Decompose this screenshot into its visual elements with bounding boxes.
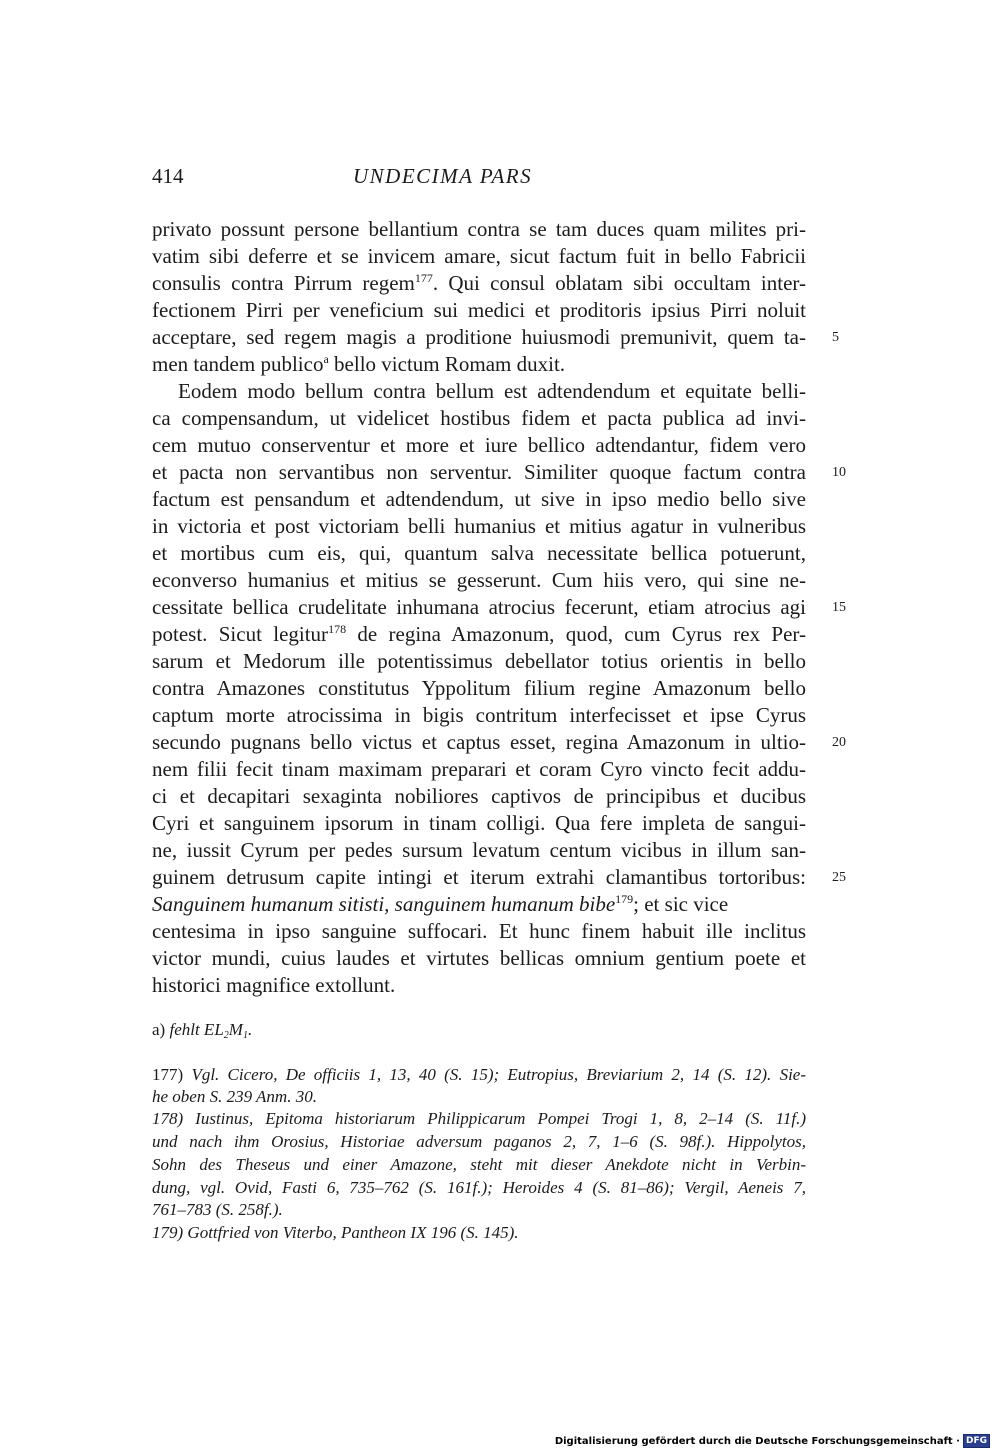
line-number: 15 [832, 600, 846, 615]
text-line: et mortibus cum eis, qui, quantum salva necessitate bellica potuerunt, [152, 541, 806, 565]
footnote-line: 179) Gottfried von Viterbo, Pantheon IX 196 (S. 145). [152, 1223, 519, 1242]
footnote-ref-177[interactable]: 177 [414, 271, 433, 285]
text-line: contra Amazones constitutus Yppolitum filium regine Amazonum bello [152, 676, 806, 700]
text-line: cessitate bellica crudelitate inhumana atrocius fecerunt, etiam atrocius agi [152, 595, 806, 619]
text-line: sarum et Medorum ille potentissimus debellator totius orientis in bello [152, 649, 806, 673]
text-line: factum est pensandum et adtendendum, ut sive in ipso medio bello sive [152, 487, 806, 511]
apparatus-note: a) fehlt $EL_2M_1$. [152, 1020, 253, 1041]
footnote-line: dung, vgl. Ovid, Fasti 6, 735–762 (S. 161f.); Heroides 4 (S. 81–86); Vergil, Aeneis 7, [152, 1178, 806, 1197]
funding-banner [555, 1434, 990, 1448]
apparatus-ref-a[interactable]: a [323, 352, 329, 366]
text-line: Eodem modo bellum contra bellum est adtendendum et equitate belli- [178, 379, 806, 403]
footnote-line: Sohn des Theseus und einer Amazone, steht mit dieser Anekdote nicht in Verbin- [152, 1155, 806, 1174]
text-line: privato possunt persone bellantium contra se tam duces quam milites pri- [152, 217, 806, 241]
footnote-ref-179[interactable]: 179 [615, 892, 634, 906]
line-number: 10 [832, 465, 846, 480]
text-line: Sanguinem humanum sitisti, sanguinem humanum bibe$^{179}$; et sic vice [152, 892, 729, 916]
footnote-line: 177) Vgl. Cicero, De officiis 1, 13, 40 (S. 15); Eutropius, Breviarium 2, 14 (S. 12). Sie- [152, 1065, 806, 1084]
text-line: Cyri et sanguinem ipsorum in tinam colligi. Qua fere impleta de sangui- [152, 811, 806, 835]
text-line: et pacta non servantibus non serventur. Similiter quoque factum contra [152, 460, 806, 484]
text-line: secundo pugnans bello victus et captus esset, regina Amazonum in ultio- [152, 730, 806, 754]
footnote-ref-178[interactable]: 178 [328, 622, 347, 636]
text-line: ca compensandum, ut videlicet hostibus fidem et pacta publica ad invi- [152, 406, 806, 430]
page-number: 414 [152, 164, 184, 188]
text-line: potest. Sicut legitur$^{178}$ de regina Amazonum, quod, cum Cyrus rex Per- [152, 622, 806, 646]
text-line: men tandem publico$^a$ bello victum Romam duxit. [152, 352, 566, 376]
footnote-line: 178) Iustinus, Epitoma historiarum Philippicarum Pompei Trogi 1, 8, 2–14 (S. 11f.) [152, 1109, 806, 1128]
text-line: ne, iussit Cyrum per pedes sursum levatum centum vicibus in illum san- [152, 838, 806, 862]
line-number: 20 [832, 735, 846, 750]
text-line: nem filii fecit tinam maximam preparari et coram Cyro vincto fecit addu- [152, 757, 806, 781]
text-line: captum morte atrocissima in bigis contritum interfecisset et ipse Cyrus [152, 703, 806, 727]
dfg-logo-icon: DFG [963, 1434, 990, 1448]
text-line: acceptare, sed regem magis a proditione huiusmodi premunivit, quem ta- [152, 325, 806, 349]
text-line: vatim sibi deferre et se invicem amare, sicut factum fuit in bello Fabricii [152, 244, 806, 268]
text-line: fectionem Pirri per veneficium sui medici et proditoris ipsius Pirri noluit [152, 298, 806, 322]
footnote-line: und nach ihm Orosius, Historiae adversum paganos 2, 7, 1–6 (S. 98f.). Hippolytos, [152, 1132, 806, 1151]
line-number: 25 [832, 870, 846, 885]
text-line: centesima in ipso sanguine suffocari. Et hunc finem habuit ille inclitus [152, 919, 806, 943]
text-line: victor mundi, cuius laudes et virtutes bellicas omnium gentium poete et [152, 946, 806, 970]
footnote-line: 761–783 (S. 258f.). [152, 1200, 283, 1219]
running-head: UNDECIMA PARS [353, 164, 533, 188]
text-line: econverso humanius et mitius se gesserunt. Cum hiis vero, qui sine ne- [152, 568, 806, 592]
text-line: historici magnifice extollunt. [152, 973, 396, 997]
text-line: guinem detrusum capite intingi et iterum extrahi clamantibus tortoribus: [152, 865, 806, 889]
text-line: ci et decapitari sexaginta nobiliores captivos de principibus et ducibus [152, 784, 806, 808]
text-line: consulis contra Pirrum regem$^{177}$. Qui consul oblatam sibi occultam inter- [152, 271, 806, 295]
text-line: cem mutuo conserventur et more et iure bellico adtendantur, fidem vero [152, 433, 806, 457]
funding-text: Digitalisierung gefördert durch die Deutsche Forschungsgemeinschaft · [554, 1435, 960, 1447]
footnote-line: he oben S. 239 Anm. 30. [152, 1087, 317, 1106]
line-number: 5 [832, 330, 839, 345]
text-line: in victoria et post victoriam belli humanius et mitius agatur in vulneribus [152, 514, 806, 538]
